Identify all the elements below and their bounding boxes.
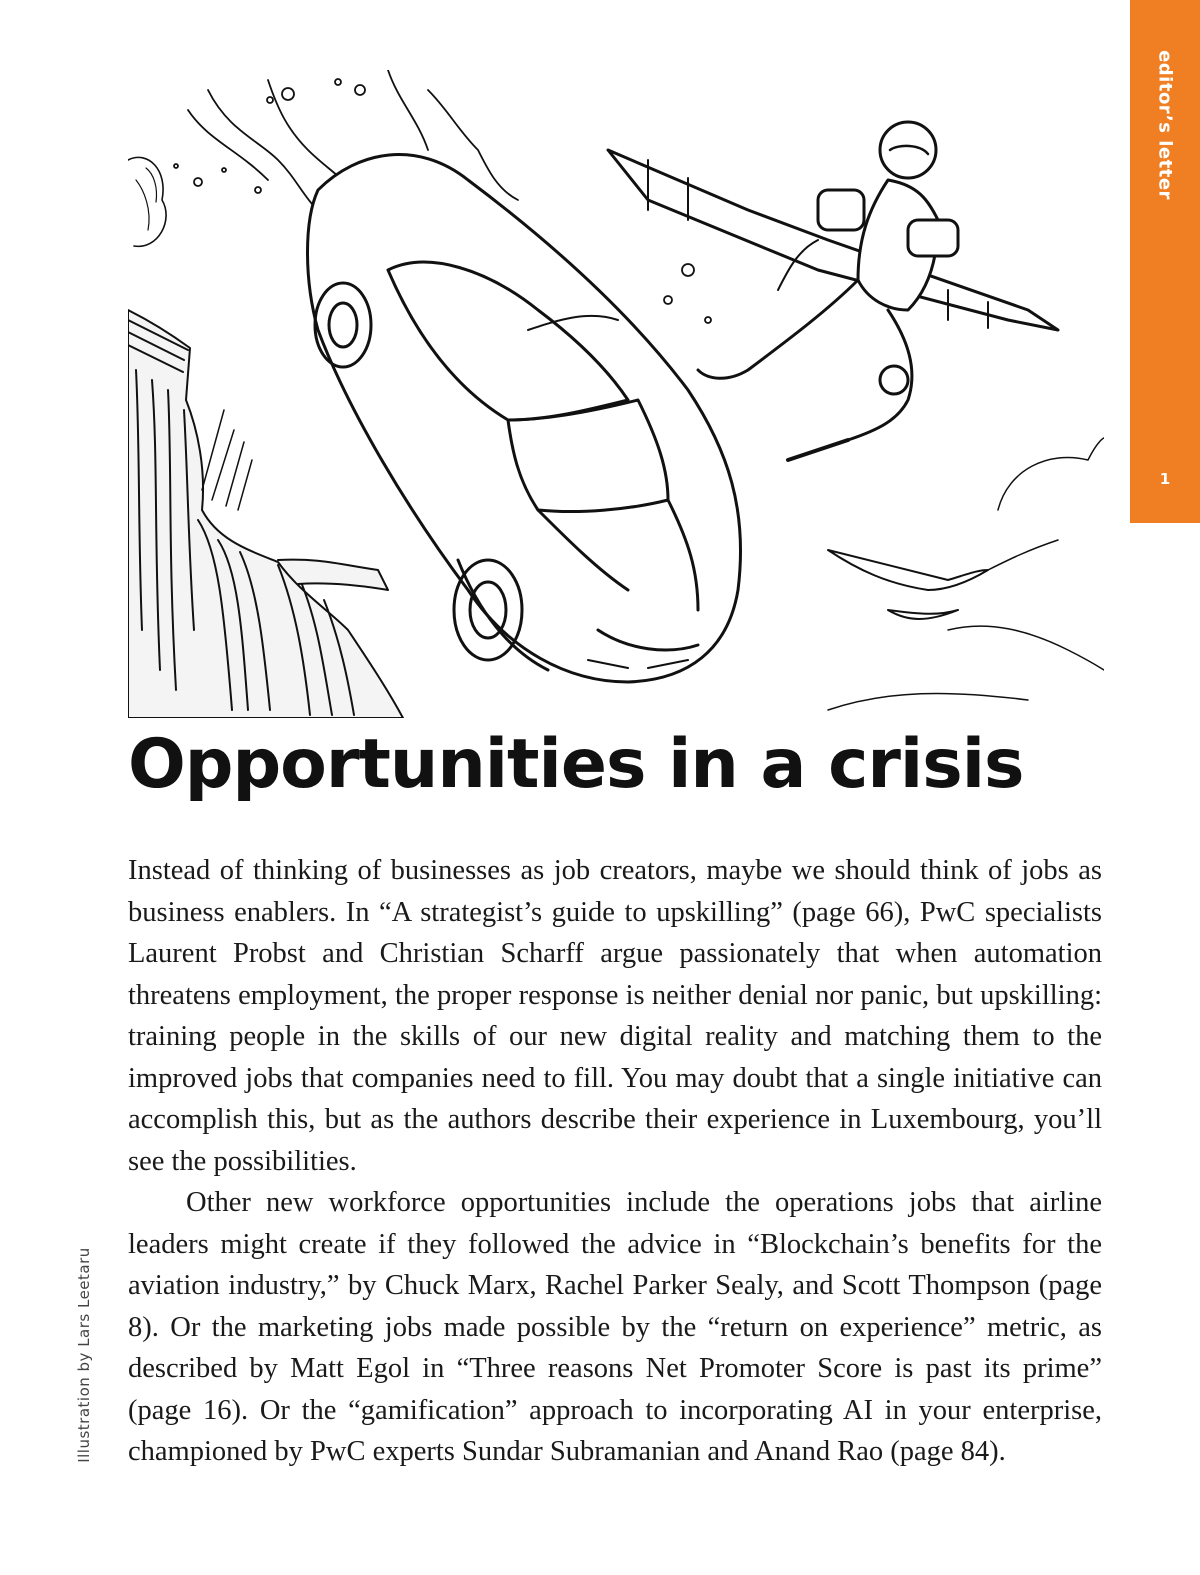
illustration-credit: Illustration by Lars Leetaru: [75, 1247, 93, 1463]
paragraph: Other new workforce opportunities include the operations jobs that airline leaders might create if they followed the advice in “Blockchain’s benefits for the aviation industry,” by Chuck Marx, Rachel Parker Sealy, and Scott Thompson (page 8). Or the marketing jobs made possible by the “return on experience” metric, as described by Matt Egol in “Three reasons Net Promoter Score is past its prime” (page 16). Or the “gamification” approach to incorporating AI in your enterprise, championed by PwC experts Sundar Subramanian and Anand Rao (page 84).: [128, 1187, 1102, 1467]
car-drawing: [308, 155, 741, 682]
article-body: [128, 850, 1102, 1473]
section-tab: [1130, 0, 1200, 523]
paragraph: Instead of thinking of businesses as job creators, maybe we should think of jobs as business enablers. In “A strategist’s guide to upskilling” (page 66), PwC specialists Laurent Probst and Christian Scharff argue passionately that when automation threatens employment, the proper response is neither denial nor panic, but upskilling: training people in the skills of our new digital reality and matching them to the improved jobs that companies need to fill. You may doubt that a single initiative can accomplish this, but as the authors describe their experience in Luxembourg, you’ll see the possibilities.: [128, 855, 1102, 1177]
birds-drawing: [828, 540, 1058, 619]
page-number: 1: [1159, 470, 1171, 488]
article-title: Opportunities in a crisis: [128, 725, 1024, 804]
section-label: editor’s letter: [1154, 50, 1176, 200]
illustration-car-jetpack: [128, 70, 1104, 718]
